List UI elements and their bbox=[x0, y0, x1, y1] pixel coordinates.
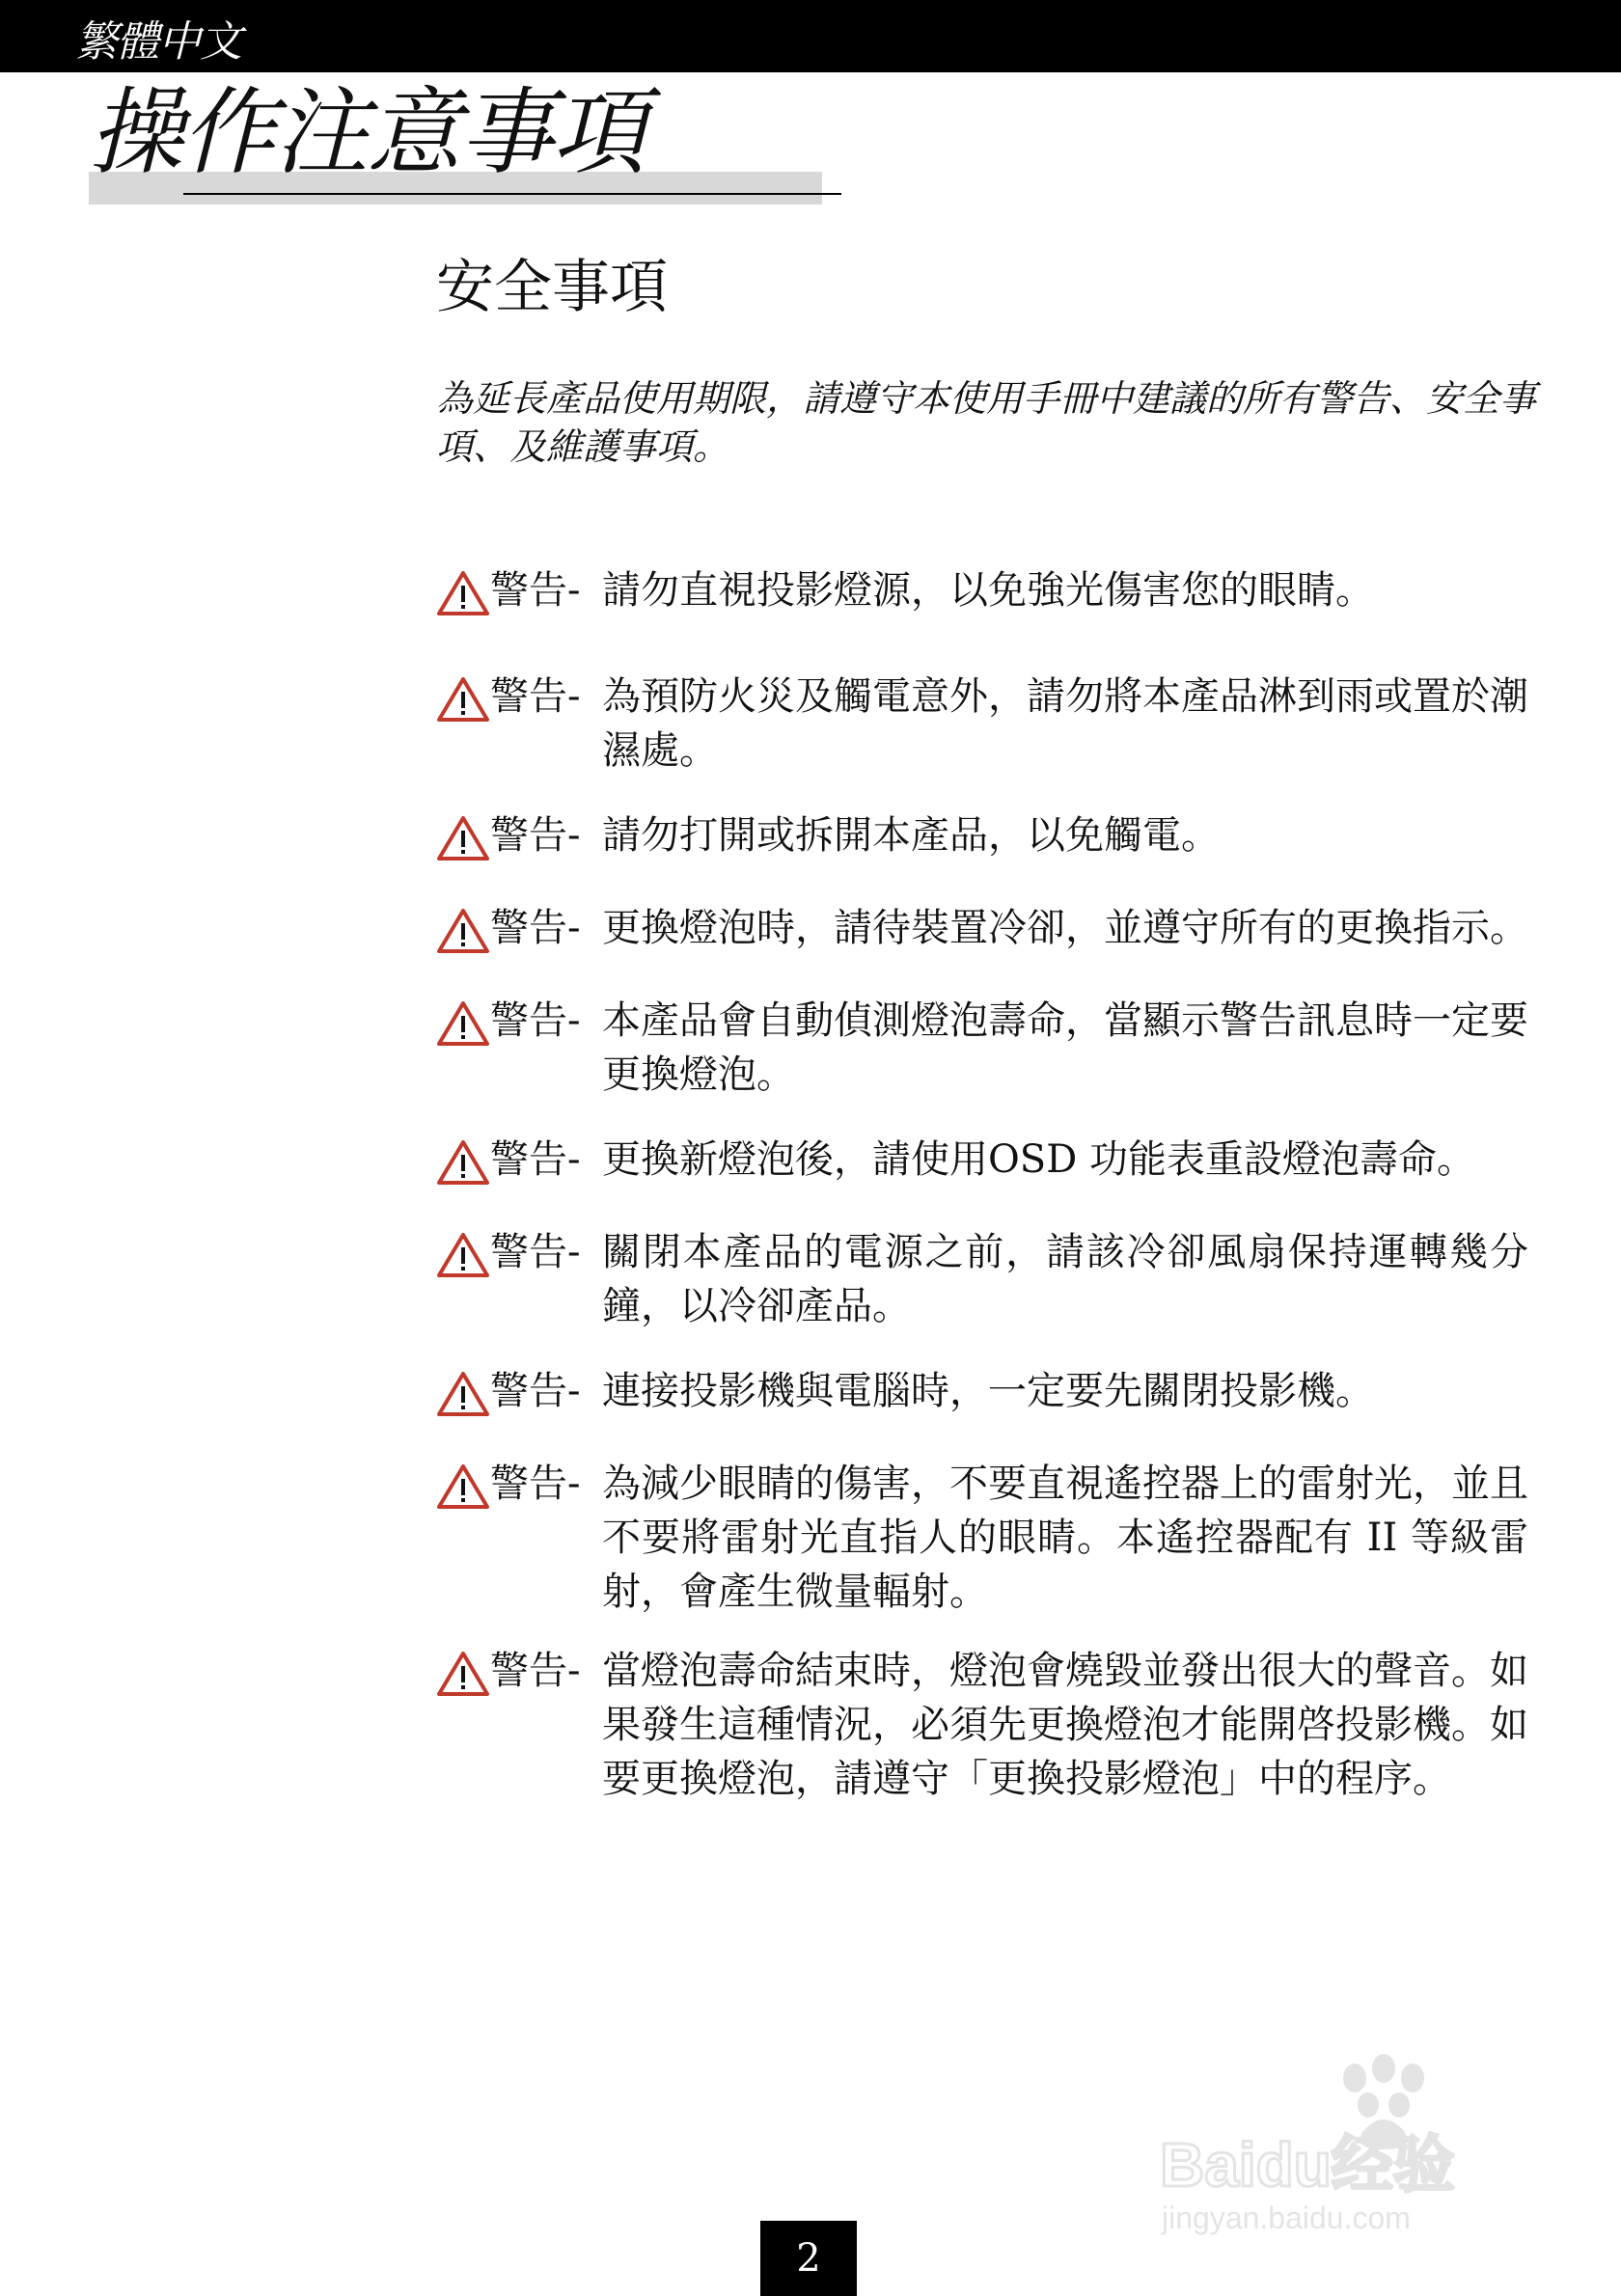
warning-text: 連接投影機與電腦時，一定要先關閉投影機。 bbox=[602, 1369, 1374, 1413]
warning-item bbox=[436, 563, 1546, 617]
warning-item bbox=[436, 1457, 1546, 1619]
warning-triangle-icon bbox=[436, 675, 490, 724]
warning-item bbox=[436, 1225, 1546, 1333]
warning-text: 關閉本產品的電源之前，請該冷卻風扇保持運轉幾分鐘，以冷卻產品。 bbox=[602, 1230, 1528, 1328]
baidu-watermark bbox=[1148, 2045, 1553, 2238]
warning-text: 請勿打開或拆開本產品，以免觸電。 bbox=[602, 813, 1220, 858]
warning-triangle-icon bbox=[436, 569, 490, 617]
warning-triangle-icon bbox=[436, 1462, 490, 1511]
warning-text: 更換燈泡時，請待裝置冷卻，並遵守所有的更換指示。 bbox=[602, 906, 1528, 950]
warning-label: 警告- bbox=[490, 1649, 581, 1693]
page-title: 操作注意事項 bbox=[89, 78, 646, 188]
warning-triangle-icon bbox=[436, 1370, 490, 1418]
top-bar bbox=[0, 0, 1621, 72]
warning-item bbox=[436, 1364, 1546, 1418]
warning-text: 本產品會自動偵測燈泡壽命，當顯示警告訊息時一定要更換燈泡。 bbox=[602, 998, 1528, 1097]
page-number: 2 bbox=[796, 2236, 821, 2281]
warning-triangle-icon bbox=[436, 814, 490, 862]
warning-label: 警告- bbox=[490, 1462, 581, 1506]
page-number-box bbox=[760, 2221, 857, 2296]
warning-triangle-icon bbox=[436, 1650, 490, 1698]
warning-item bbox=[436, 1644, 1546, 1806]
warning-item bbox=[436, 670, 1546, 778]
warning-label: 警告- bbox=[490, 1230, 581, 1274]
title-underline-rule bbox=[183, 193, 841, 195]
warning-triangle-icon bbox=[436, 1138, 490, 1187]
warning-text: 為減少眼睛的傷害，不要直視遙控器上的雷射光，並且不要將雷射光直指人的眼睛。本遙控器配有 II 等級雷射，會產生微量輻射。 bbox=[602, 1462, 1528, 1614]
warning-text: 為預防火災及觸電意外，請勿將本產品淋到雨或置於潮濕處。 bbox=[602, 674, 1528, 773]
warning-triangle-icon bbox=[436, 999, 490, 1048]
warning-item bbox=[436, 994, 1546, 1102]
warning-text: 更換新燈泡後，請使用OSD 功能表重設燈泡壽命。 bbox=[602, 1137, 1475, 1182]
warning-label: 警告- bbox=[490, 1137, 581, 1182]
intro-paragraph: 為延長產品使用期限，請遵守本使用手冊中建議的所有警告、安全事項、及維護事項。 bbox=[436, 377, 1537, 468]
warning-label: 警告- bbox=[490, 813, 581, 858]
warning-triangle-icon bbox=[436, 1231, 490, 1279]
warning-label: 警告- bbox=[490, 568, 581, 613]
section-title: 安全事項 bbox=[436, 254, 668, 321]
warning-text: 請勿直視投影燈源，以免強光傷害您的眼睛。 bbox=[602, 568, 1374, 613]
watermark-brand: Baidu经验 bbox=[1160, 2130, 1455, 2200]
warning-item bbox=[436, 901, 1546, 955]
warning-label: 警告- bbox=[490, 906, 581, 950]
warning-label: 警告- bbox=[490, 674, 581, 719]
warning-item bbox=[436, 1133, 1546, 1187]
warning-label: 警告- bbox=[490, 1369, 581, 1413]
watermark-url: jingyan.baidu.com bbox=[1162, 2200, 1411, 2235]
warning-label: 警告- bbox=[490, 998, 581, 1043]
language-label: 繁體中文 bbox=[75, 17, 241, 67]
warning-triangle-icon bbox=[436, 907, 490, 955]
warning-item bbox=[436, 808, 1546, 862]
warning-text: 當燈泡壽命結束時，燈泡會燒毀並發出很大的聲音。如果發生這種情況，必須先更換燈泡才能開啓投影機。如要更換燈泡，請遵守「更換投影燈泡」中的程序。 bbox=[602, 1649, 1528, 1801]
